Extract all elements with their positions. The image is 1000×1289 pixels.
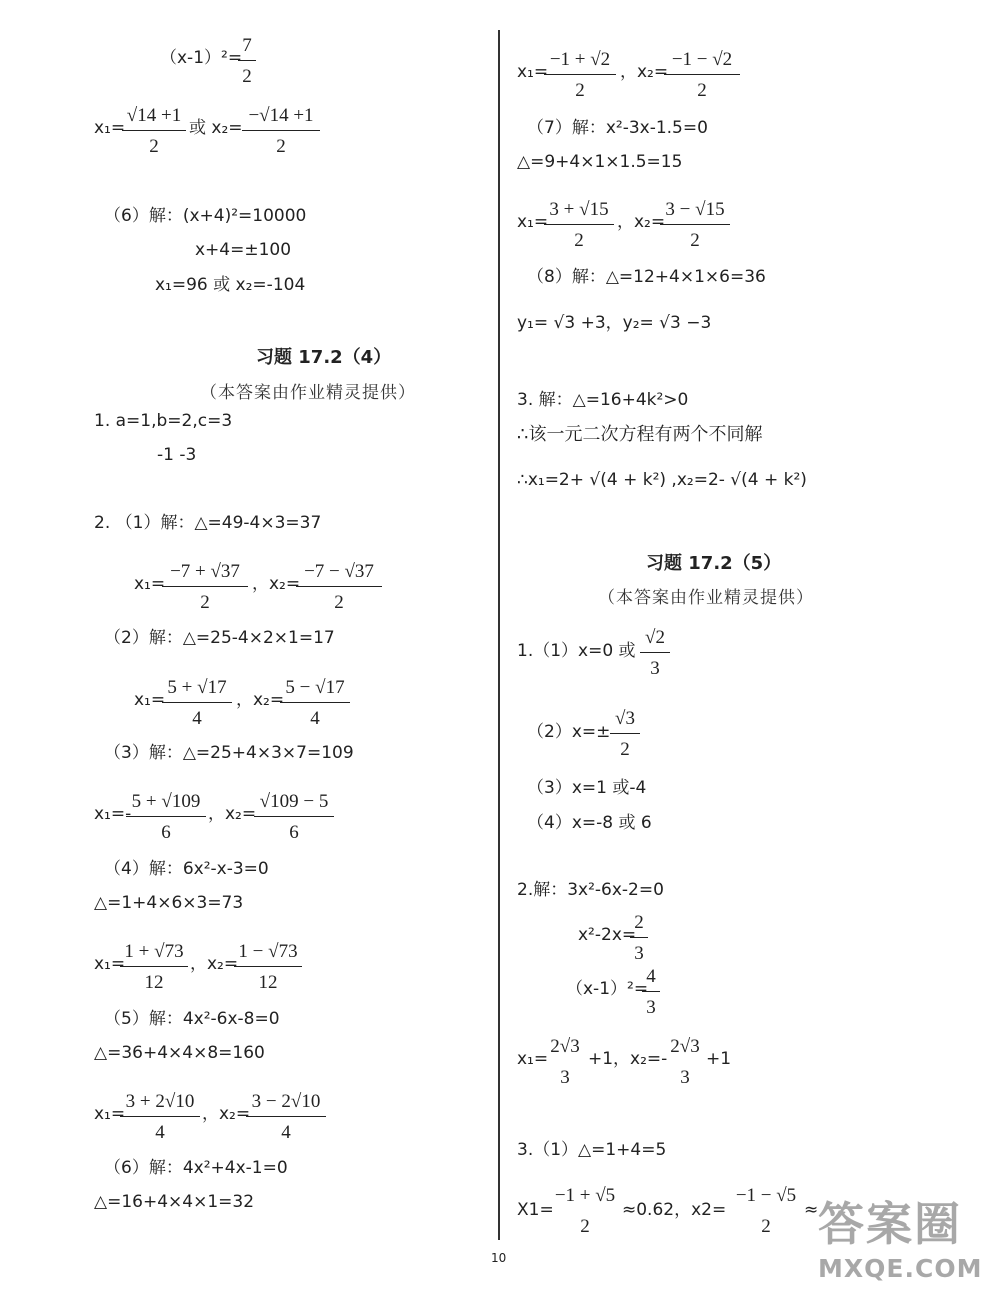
section-subtitle: （本答案由作业精灵提供）	[200, 383, 416, 403]
section-title: 习题 17.2（5）	[646, 553, 782, 574]
fraction: −√14 +1 2	[242, 106, 320, 156]
section-subtitle: （本答案由作业精灵提供）	[598, 588, 814, 608]
eq-line: ∴x₁=2+ √(4 + k²) ,x₂=2- √(4 + k²)	[517, 470, 807, 490]
column-divider	[498, 30, 500, 1240]
fraction: −1 − √2 2	[664, 50, 740, 100]
fraction: 5 + √17 4	[162, 678, 232, 728]
fraction: −7 + √37 2	[162, 562, 248, 612]
solution-line: （5）解：4x²-6x-8=0	[104, 1009, 280, 1029]
eq-line: X1=	[517, 1200, 554, 1220]
eq-line: x₁=	[94, 954, 126, 974]
eq-line: ，x₂=	[236, 690, 285, 710]
fraction: 2√3 3	[550, 1036, 580, 1088]
solution-line: 2.解：3x²-6x-2=0	[517, 880, 664, 900]
eq-line: +1	[706, 1049, 732, 1069]
eq-line: x₁=	[517, 62, 549, 82]
solution-line: （2）解：△=25-4×2×1=17	[104, 628, 335, 648]
fraction: −1 + √2 2	[544, 50, 616, 100]
solution-line: x₁=96 或 x₂=-104	[155, 275, 306, 295]
watermark-logo	[818, 1188, 996, 1288]
fraction: √3 2	[610, 709, 640, 759]
answer-line: （3）x=1 或-4	[527, 778, 647, 798]
solution-line: （7）解：x²-3x-1.5=0	[527, 118, 708, 138]
solution-line: △=9+4×1×1.5=15	[517, 152, 683, 172]
fraction: 2√3 3	[670, 1036, 700, 1088]
fraction: 3 + 2√10 4	[120, 1092, 200, 1142]
answer-line: （2）x=±	[527, 722, 611, 742]
fraction: 4 3	[642, 967, 660, 1017]
eq-line: x²-2x=	[578, 925, 637, 945]
eq-line: ，x₂=	[620, 62, 669, 82]
solution-line: （4）解：6x²-x-3=0	[104, 859, 269, 879]
solution-line: （6）解：4x²+4x-1=0	[104, 1158, 288, 1178]
watermark-top: 答案圈	[818, 1197, 962, 1251]
fraction: √2 3	[640, 628, 670, 678]
fraction: √109 − 5 6	[254, 792, 334, 842]
fraction: 3 − √15 2	[660, 200, 730, 250]
eq-line: y₁= √3 +3，y₂= √3 −3	[517, 313, 712, 333]
eq-line: x₁=-	[94, 804, 132, 824]
answer-line: 1.（1）x=0 或	[517, 641, 636, 661]
eq-line: +1，x₂=-	[588, 1049, 668, 1069]
solution-line: ∴该一元二次方程有两个不同解	[517, 424, 763, 445]
eq-line: ≈0.62，x2=	[622, 1200, 727, 1220]
eq-line: x₁=	[517, 212, 549, 232]
eq-line: ≈	[804, 1200, 819, 1220]
fraction: 1 − √73 12	[234, 942, 302, 992]
solution-line: （3）解：△=25+4×3×7=109	[104, 743, 354, 763]
eq-line: x₁=	[134, 690, 166, 710]
fraction: 1 + √73 12	[120, 942, 188, 992]
answer-line: -1 -3	[157, 445, 197, 465]
eq-line: ，x₂=	[202, 1104, 251, 1124]
fraction: 3 + √15 2	[544, 200, 614, 250]
fraction: −1 − √5 2	[735, 1185, 797, 1237]
fraction: 5 − √17 4	[280, 678, 350, 728]
eq-line: 或 x₂=	[189, 118, 243, 138]
fraction: −7 − √37 2	[296, 562, 382, 612]
eq-line: （x-1）²=	[160, 48, 243, 68]
eq-line: x₁=	[94, 118, 126, 138]
eq-line: x₁=	[517, 1049, 549, 1069]
solution-line: △=1+4×6×3=73	[94, 893, 244, 913]
eq-line: x₁=	[94, 1104, 126, 1124]
solution-line: △=36+4×4×8=160	[94, 1043, 265, 1063]
fraction: 2 3	[630, 913, 648, 963]
eq-line: ，x₂=	[208, 804, 257, 824]
answer-line: 1. a=1,b=2,c=3	[94, 411, 233, 431]
eq-line: ，x₂=	[617, 212, 666, 232]
page-number: 10	[491, 1251, 507, 1265]
fraction: √14 +1 2	[122, 106, 186, 156]
eq-line: （x-1）²=	[566, 979, 649, 999]
fraction: 3 − 2√10 4	[246, 1092, 326, 1142]
eq-line: ，x₂=	[252, 574, 301, 594]
fraction: −1 + √5 2	[554, 1185, 616, 1237]
solution-line: （6）解：(x+4)²=10000	[104, 206, 307, 226]
section-title: 习题 17.2（4）	[256, 347, 392, 368]
solution-line: （8）解：△=12+4×1×6=36	[527, 267, 766, 287]
solution-line: 3.（1）△=1+4=5	[517, 1140, 667, 1160]
eq-line: x₁=	[134, 574, 166, 594]
solution-line: 3. 解：△=16+4k²>0	[517, 390, 689, 410]
answer-line: （4）x=-8 或 6	[527, 813, 652, 833]
fraction: 7 2	[238, 36, 256, 86]
solution-line: x+4=±100	[195, 240, 292, 260]
eq-line: ，x₂=	[190, 954, 239, 974]
solution-line: 2. （1）解：△=49-4×3=37	[94, 513, 322, 533]
watermark-bottom: MXQE.COM	[818, 1254, 983, 1283]
fraction: 5 + √109 6	[126, 792, 206, 842]
solution-line: △=16+4×4×1=32	[94, 1192, 255, 1212]
